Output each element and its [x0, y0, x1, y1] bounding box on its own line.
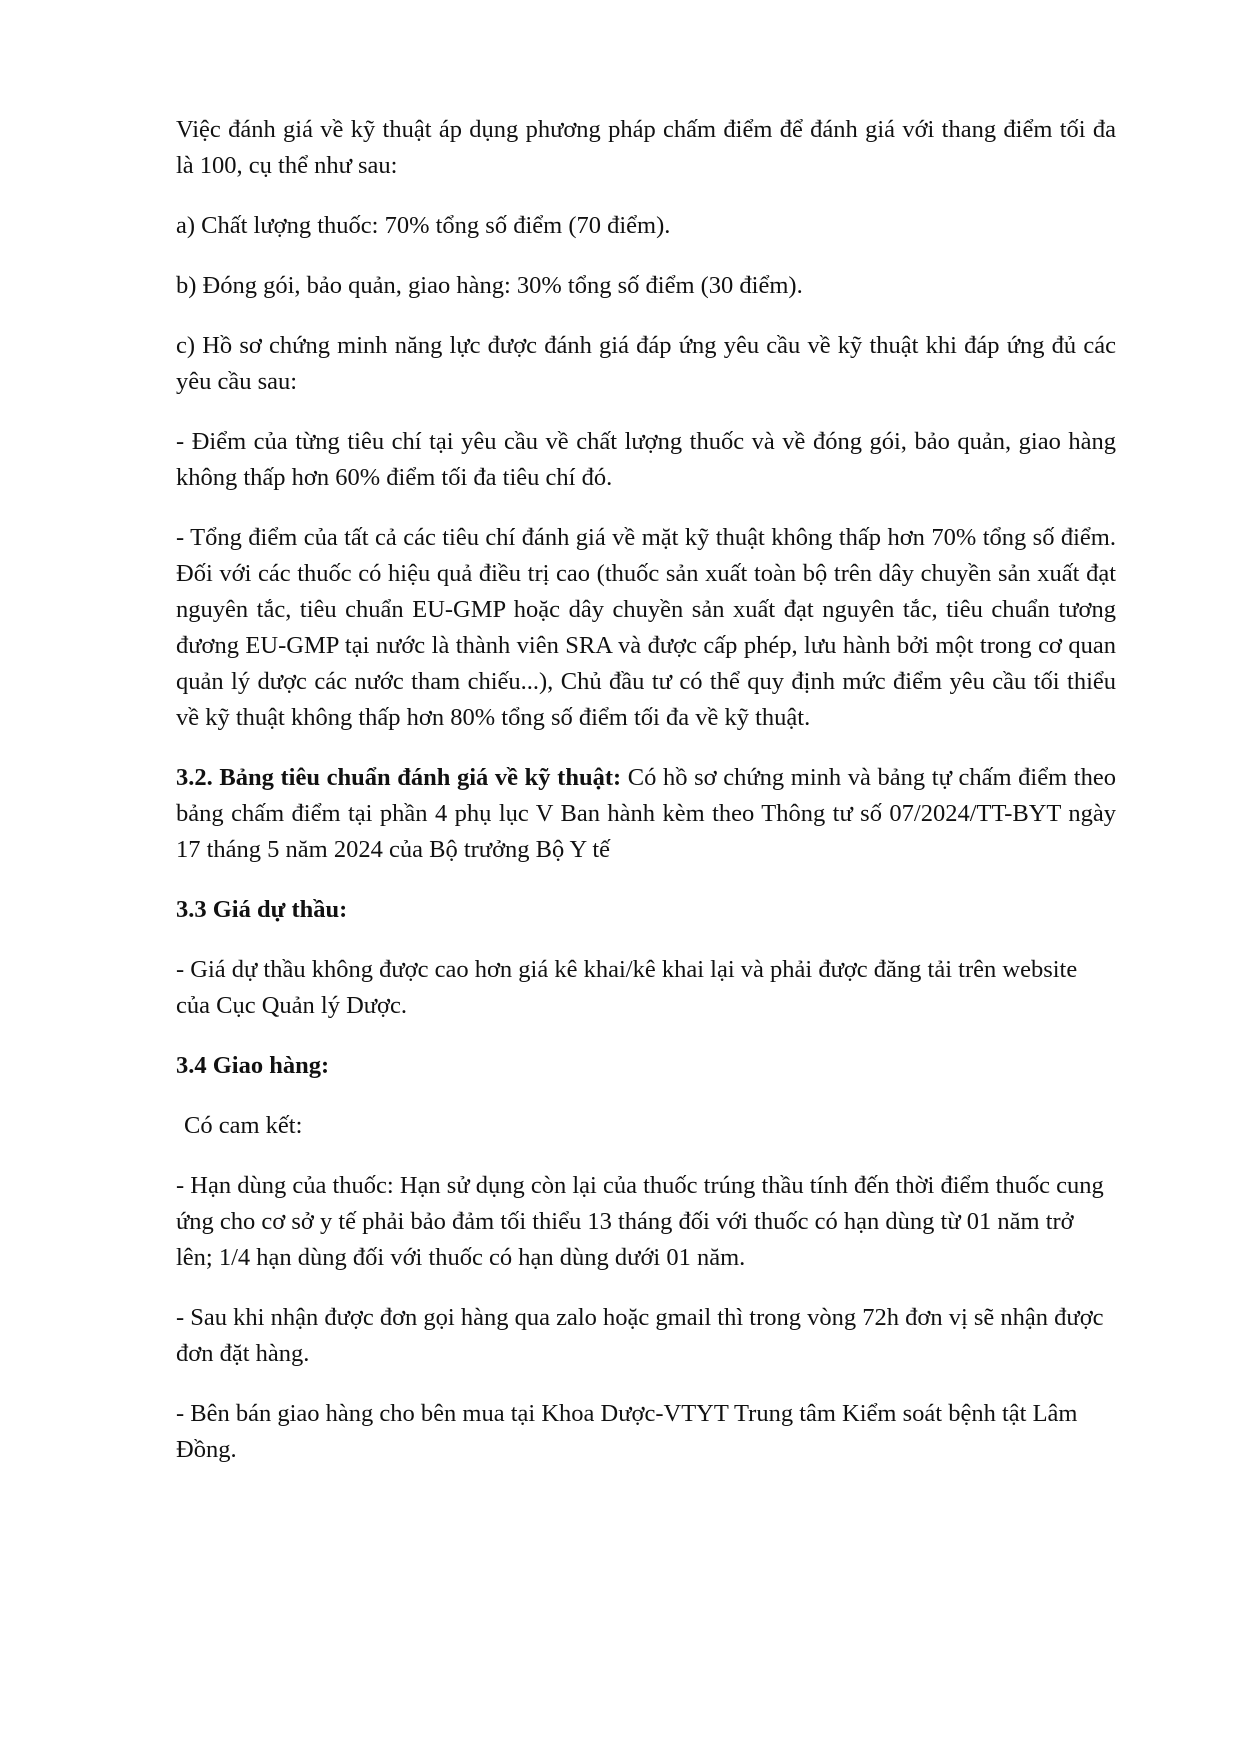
- section-3-2: [176, 760, 1116, 868]
- item-c: c) Hồ sơ chứng minh năng lực được đánh giá đáp ứng yêu cầu về kỹ thuật khi đáp ứng đủ các yêu cầu sau:: [176, 332, 1116, 395]
- intro-paragraph: Việc đánh giá về kỹ thuật áp dụng phương pháp chấm điểm để đánh giá với thang điểm tối đa là 100, cụ thể như sau:: [176, 116, 1116, 179]
- document-page: [176, 112, 1116, 1492]
- section-3-2-text: Có hồ sơ chứng minh và bảng tự chấm điểm theo bảng chấm điểm tại phần 4 phụ lục V Ban hành kèm theo Thông tư số 07/2024/TT-BYT ngày 17 tháng 5 năm 2024 của Bộ trưởng Bộ Y tế: [176, 764, 1116, 863]
- criteria-bullet-1: - Điểm của từng tiêu chí tại yêu cầu về chất lượng thuốc và về đóng gói, bảo quản, giao hàng không thấp hơn 60% điểm tối đa tiêu chí đó.: [176, 428, 1116, 491]
- section-3-4-heading: 3.4 Giao hàng:: [176, 1052, 330, 1079]
- section-3-4-commit: Có cam kết:: [184, 1112, 303, 1139]
- item-a: a) Chất lượng thuốc: 70% tổng số điểm (70 điểm).: [176, 212, 671, 239]
- section-3-2-heading: 3.2. Bảng tiêu chuẩn đánh giá về kỹ thuật:: [176, 764, 622, 791]
- criteria-bullet-2: - Tổng điểm của tất cả các tiêu chí đánh giá về mặt kỹ thuật không thấp hơn 70% tổng số điểm. Đối với các thuốc có hiệu quả điều trị cao (thuốc sản xuất toàn bộ trên dây chuyền sản xuất đạt nguyên tắc, tiêu chuẩn EU-GMP hoặc dây chuyền sản xuất đạt nguyên tắc, tiêu chuẩn tương đương EU-GMP tại nước là thành viên SRA và được cấp phép, lưu hành bởi một trong cơ quan quản lý dược các nước tham chiếu...), Chủ đầu tư có thể quy định mức điểm yêu cầu tối thiểu về kỹ thuật không thấp hơn 80% tổng số điểm tối đa về kỹ thuật.: [176, 524, 1116, 731]
- section-3-3-text: - Giá dự thầu không được cao hơn giá kê khai/kê khai lại và phải được đăng tải trên website của Cục Quản lý Dược.: [176, 956, 1078, 1019]
- section-3-3-heading: 3.3 Giá dự thầu:: [176, 896, 348, 923]
- delivery-bullet-1: - Hạn dùng của thuốc: Hạn sử dụng còn lại của thuốc trúng thầu tính đến thời điểm thuốc cung ứng cho cơ sở y tế phải bảo đảm tối thiểu 13 tháng đối với thuốc có hạn dùng từ 01 năm trở lên; 1/4 hạn dùng đối với thuốc có hạn dùng dưới 01 năm.: [176, 1172, 1104, 1271]
- delivery-bullet-3: - Bên bán giao hàng cho bên mua tại Khoa Dược-VTYT Trung tâm Kiểm soát bệnh tật Lâm Đồng.: [176, 1400, 1078, 1463]
- item-b: b) Đóng gói, bảo quản, giao hàng: 30% tổng số điểm (30 điểm).: [176, 272, 803, 299]
- delivery-bullet-2: - Sau khi nhận được đơn gọi hàng qua zalo hoặc gmail thì trong vòng 72h đơn vị sẽ nhận được đơn đặt hàng.: [176, 1304, 1104, 1367]
